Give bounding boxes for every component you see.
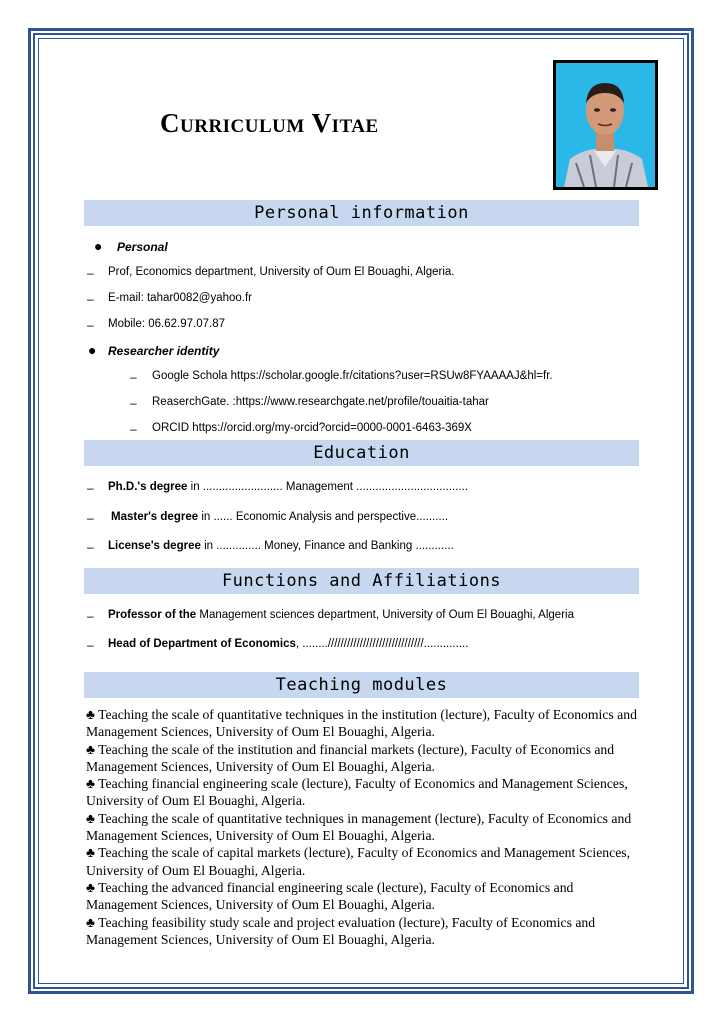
email-line: E-mail: tahar0082@yahoo.fr xyxy=(108,292,252,304)
module-item: ♣ Teaching the scale of the institution and financial markets (lecture), Faculty of Economics and Management Sciences, University of Oum El Bouaghi, Algeria. xyxy=(86,741,615,774)
function-title: Head of Department of Economics xyxy=(108,638,296,650)
education-item xyxy=(111,511,448,523)
dash-icon: – xyxy=(87,638,94,652)
mobile-line: Mobile: 06.62.97.07.87 xyxy=(108,318,226,330)
module-item: ♣ Teaching the advanced financial engineering scale (lecture), Faculty of Economics and Management Sciences, University of Oum El Bouaghi, Algeria. xyxy=(86,879,574,913)
function-rest: department, University of Oum El Bouaghi, Algeria xyxy=(317,609,574,621)
degree-name: License's degree xyxy=(108,540,201,552)
researcher-heading: Researcher identity xyxy=(108,344,220,358)
orcid-link[interactable]: ORCID https://orcid.org/my-orcid?orcid=0000-0001-6463-369X xyxy=(152,422,472,434)
function-item xyxy=(108,609,574,621)
degree-name: Ph.D.'s degree xyxy=(108,481,188,493)
dash-icon: – xyxy=(130,370,137,384)
section-header-education: Education xyxy=(84,440,639,466)
position-rest: department, University of Oum El Bouaghi, Algeria. xyxy=(194,266,455,278)
dash-icon: – xyxy=(87,609,94,623)
section-header-personal: Personal information xyxy=(84,200,639,226)
personal-heading: Personal xyxy=(117,240,168,254)
dash-icon: – xyxy=(130,396,137,410)
function-title: Professor of the xyxy=(108,609,197,621)
dash-icon: – xyxy=(87,540,94,554)
dash-icon: – xyxy=(130,422,137,436)
position-prefix: Prof, xyxy=(108,266,133,278)
bullet-icon: ● xyxy=(94,238,103,254)
module-item: ♣ Teaching feasibility study scale and project evaluation (lecture), Faculty of Economics and Management Sciences, University of Oum El Bouaghi, Algeria. xyxy=(86,914,596,947)
section-header-teaching: Teaching modules xyxy=(84,672,639,698)
position-dept: Economics xyxy=(135,266,192,278)
degree-detail: in .............. Money, Finance and Banking ............ xyxy=(204,540,454,552)
education-item xyxy=(108,540,454,552)
google-scholar-link[interactable]: Google Schola https://scholar.google.fr/citations?user=RSUw8FYAAAAJ&hl=fr. xyxy=(152,370,553,382)
module-item: ♣ Teaching financial engineering scale (lecture), Faculty of Economics and Management Sciences, University of Oum El Bouaghi, Algeria. xyxy=(86,776,628,809)
cv-title: Curriculum Vitae xyxy=(160,108,379,138)
education-item xyxy=(108,481,468,493)
dash-icon: – xyxy=(87,266,94,280)
position-line xyxy=(108,266,454,278)
dash-icon: – xyxy=(87,511,94,525)
function-mid: Management sciences xyxy=(199,609,315,621)
bullet-icon: ● xyxy=(88,342,97,358)
module-item: ♣ Teaching the scale of capital markets (lecture), Faculty of Economics and Management Sciences, University of Oum El Bouaghi, Algeria. xyxy=(86,845,631,878)
teaching-modules-list xyxy=(86,706,642,948)
module-item: ♣ Teaching the scale of quantitative techniques in the institution (lecture), Faculty of Economics and Management Sciences, University of Oum El Bouaghi, Algeria. xyxy=(86,707,637,740)
dash-icon: – xyxy=(87,292,94,306)
profile-photo xyxy=(553,60,658,190)
section-header-functions: Functions and Affiliations xyxy=(84,568,639,594)
dash-icon: – xyxy=(87,481,94,495)
dash-icon: – xyxy=(87,318,94,332)
degree-detail: in ......................... Management ................................... xyxy=(190,481,469,493)
module-item: ♣ Teaching the scale of quantitative techniques in management (lecture), Faculty of Economics and Management Sciences, University of Oum El Bouaghi, Algeria. xyxy=(86,810,632,844)
degree-name: Master's degree xyxy=(111,511,199,523)
researchgate-link[interactable]: ReaserchGate. :https://www.researchgate.net/profile/touaitia-tahar xyxy=(152,396,489,408)
function-rest: , ........//////////////////////////////.............. xyxy=(295,638,469,650)
degree-detail: in ...... Economic Analysis and perspective.......... xyxy=(201,511,449,523)
function-item xyxy=(108,638,468,650)
